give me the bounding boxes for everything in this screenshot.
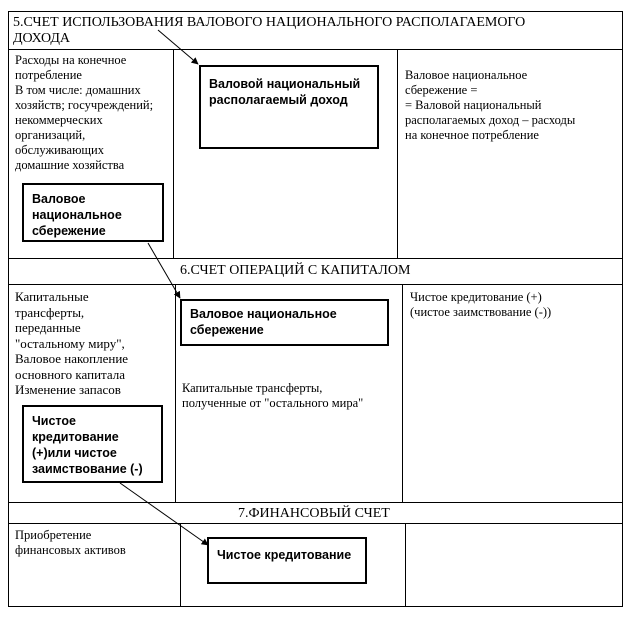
section6-left-text: Капитальные трансферты, переданные "остальному миру", Валовое накопление основного капитала Изменение запасов	[15, 289, 129, 397]
section6-center-text: Капитальные трансферты, полученные от "остального мира"	[182, 381, 364, 410]
arrow-header-to-income	[158, 30, 198, 64]
section5-right-text: Валовое национальное сбережение = = Валовой национальный располагаемых доход – расходы на конечное потребление	[405, 68, 576, 142]
section6-left-box: Чистое кредитование (+)или чистое заимствование (-)	[22, 405, 163, 483]
section5-left-box: Валовое национальное сбережение	[22, 183, 164, 242]
section7-center-box: Чистое кредитование	[207, 537, 367, 584]
section5-left-text: Расходы на конечное потребление В том числе: домашних хозяйств; госучреждений; некоммерческих организаций, обслуживающих домашние хозяйства	[15, 53, 154, 172]
section6-center-box: Валовое национальное сбережение	[180, 299, 389, 346]
section7-header: 7.ФИНАНСОВЫЙ СЧЕТ	[238, 506, 390, 521]
arrow-saving-to-capital	[148, 243, 180, 298]
section6-header: 6.СЧЕТ ОПЕРАЦИЙ С КАПИТАЛОМ	[180, 263, 411, 278]
section6-right-text: Чистое кредитование (+) (чистое заимствование (-))	[410, 290, 552, 319]
section7-left-text: Приобретение финансовых активов	[15, 528, 126, 557]
arrow-lending-to-financial	[120, 483, 208, 545]
section5-center-box: Валовой национальный располагаемый доход	[199, 65, 379, 149]
section5-header: 5.СЧЕТ ИСПОЛЬЗОВАНИЯ ВАЛОВОГО НАЦИОНАЛЬНОГО РАСПОЛАГАЕМОГО ДОХОДА	[13, 15, 526, 46]
